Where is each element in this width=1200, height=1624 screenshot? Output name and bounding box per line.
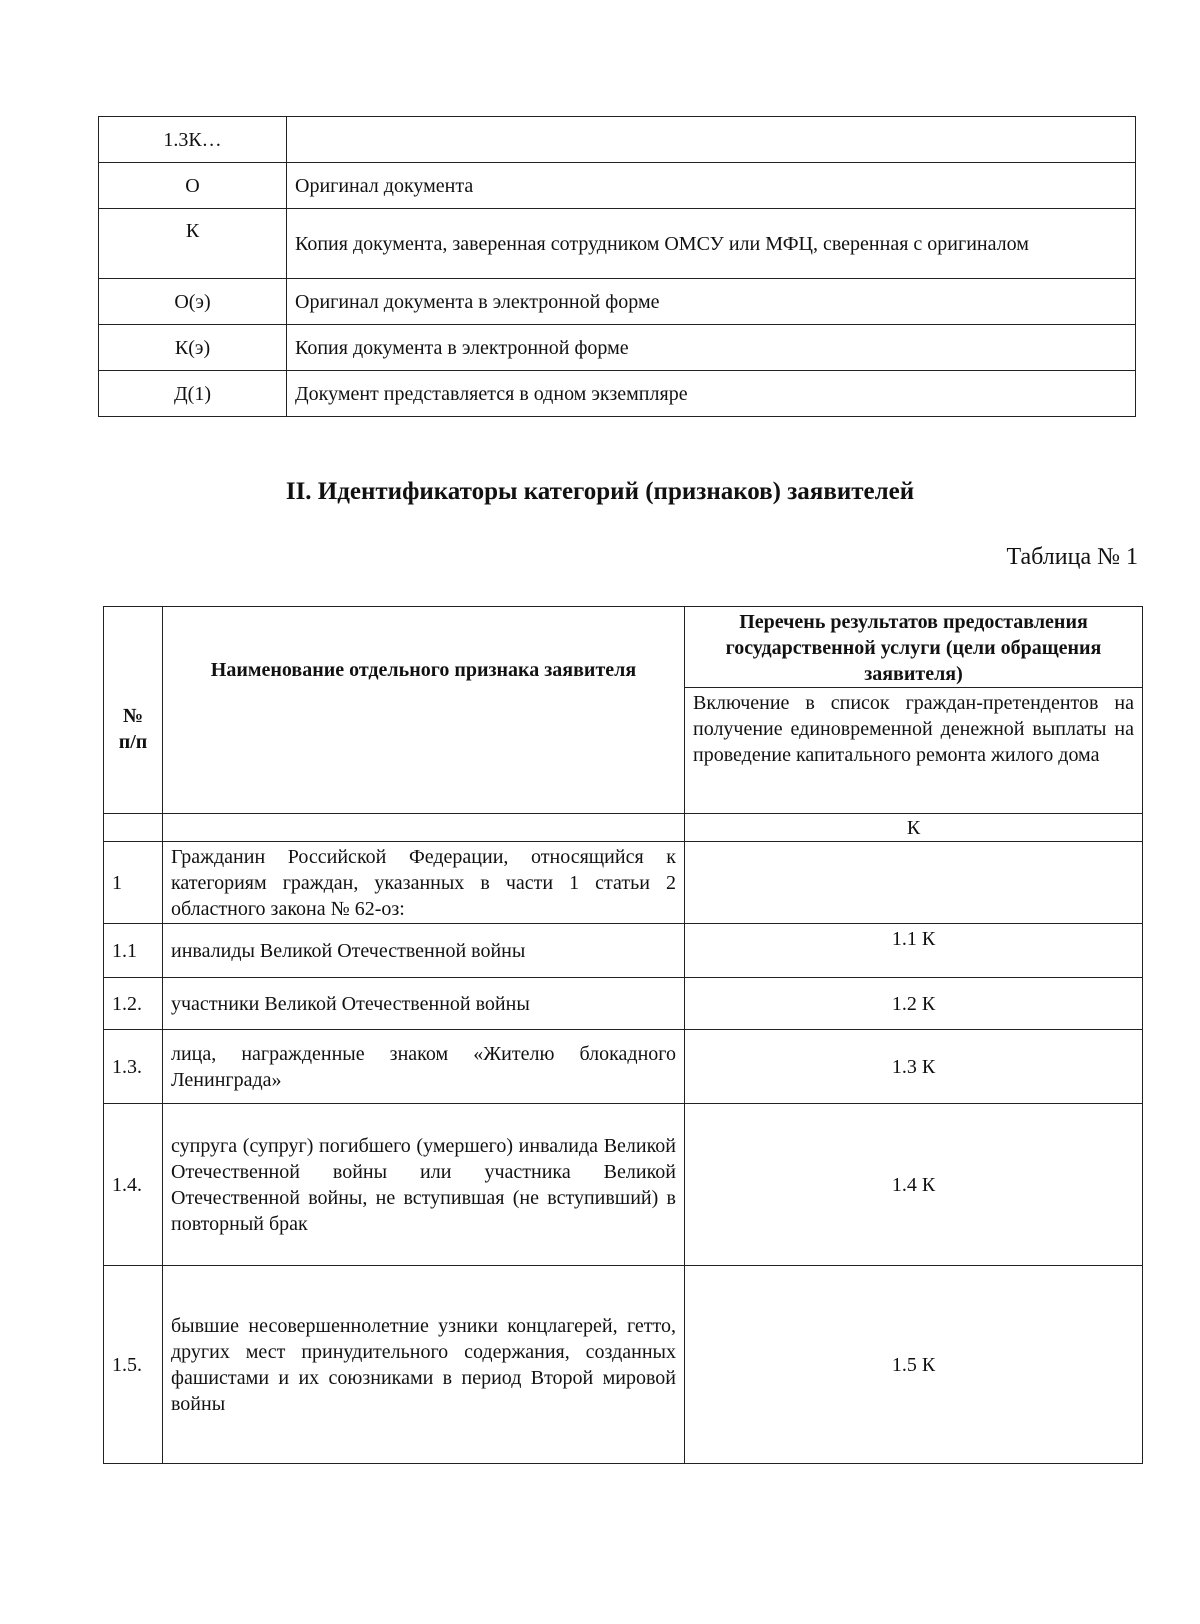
- table-row: [104, 842, 1143, 924]
- table-row: [104, 1266, 1143, 1464]
- row-num: 1: [104, 842, 163, 924]
- table-code-row: [104, 814, 1143, 842]
- code-row-name: [163, 814, 685, 842]
- row-result: [685, 842, 1143, 924]
- row-result: 1.1 К: [685, 924, 1143, 978]
- table-row: [104, 1030, 1143, 1104]
- header-result-group: Перечень результатов предоставления государственной услуги (цели обращения заявителя): [685, 607, 1143, 688]
- legend-desc: Копия документа в электронной форме: [287, 325, 1136, 371]
- row-name: супруга (супруг) погибшего (умершего) инвалида Великой Отечественной войны или участника Великой Отечественной войны, не вступившая (не вступивший) в повторный брак: [163, 1104, 685, 1266]
- row-name: участники Великой Отечественной войны: [163, 978, 685, 1030]
- legend-code: О: [99, 163, 287, 209]
- row-num: 1.1: [104, 924, 163, 978]
- row-num: 1.3.: [104, 1030, 163, 1104]
- header-num: № п/п: [104, 607, 163, 814]
- legend-desc: Копия документа, заверенная сотрудником ОМСУ или МФЦ, сверенная с оригиналом: [287, 209, 1136, 279]
- legend-row: [99, 209, 1136, 279]
- table-caption: Таблица № 1: [1006, 544, 1138, 570]
- row-num: 1.2.: [104, 978, 163, 1030]
- legend-row: [99, 117, 1136, 163]
- legend-table: [98, 116, 1136, 417]
- row-result: 1.4 К: [685, 1104, 1143, 1266]
- legend-code: К(э): [99, 325, 287, 371]
- legend-row: [99, 279, 1136, 325]
- row-result: 1.2 К: [685, 978, 1143, 1030]
- row-num: 1.4.: [104, 1104, 163, 1266]
- legend-row: [99, 325, 1136, 371]
- legend-row: [99, 371, 1136, 417]
- table-row: [104, 978, 1143, 1030]
- code-row-result: К: [685, 814, 1143, 842]
- legend-code: К: [99, 209, 287, 279]
- legend-desc: Оригинал документа в электронной форме: [287, 279, 1136, 325]
- row-name: инвалиды Великой Отечественной войны: [163, 924, 685, 978]
- legend-row: [99, 163, 1136, 209]
- legend-code: О(э): [99, 279, 287, 325]
- table-row: [104, 924, 1143, 978]
- legend-desc: Документ представляется в одном экземпляре: [287, 371, 1136, 417]
- legend-code: Д(1): [99, 371, 287, 417]
- row-num: 1.5.: [104, 1266, 163, 1464]
- table-header-row: [104, 607, 1143, 688]
- row-result: 1.3 К: [685, 1030, 1143, 1104]
- legend-desc: Оригинал документа: [287, 163, 1136, 209]
- section-title: II. Идентификаторы категорий (признаков) заявителей: [285, 478, 915, 505]
- legend-desc: [287, 117, 1136, 163]
- row-name: бывшие несовершеннолетние узники концлагерей, гетто, других мест принудительного содержания, созданных фашистами и их союзниками в период Второй мировой войны: [163, 1266, 685, 1464]
- row-name: Гражданин Российской Федерации, относящийся к категориям граждан, указанных в части 1 статьи 2 областного закона № 62-оз:: [163, 842, 685, 924]
- row-name: лица, награжденные знаком «Жителю блокадного Ленинграда»: [163, 1030, 685, 1104]
- header-result: Включение в список граждан-претендентов на получение единовременной денежной выплаты на проведение капитального ремонта жилого дома: [685, 688, 1143, 814]
- header-name: Наименование отдельного признака заявителя: [163, 607, 685, 814]
- applicant-categories-table: [103, 606, 1143, 1464]
- table-row: [104, 1104, 1143, 1266]
- code-row-num: [104, 814, 163, 842]
- legend-code: 1.3К…: [99, 117, 287, 163]
- row-result: 1.5 К: [685, 1266, 1143, 1464]
